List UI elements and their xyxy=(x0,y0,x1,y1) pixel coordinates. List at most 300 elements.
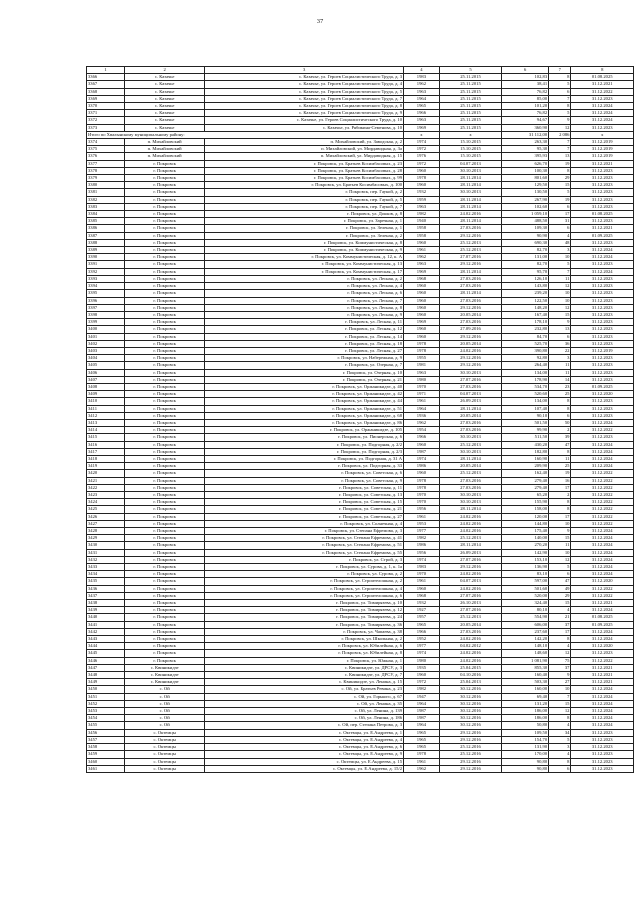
residents-cell: 8 xyxy=(549,398,571,405)
survey-date-cell: 20.05.2014 xyxy=(439,621,502,628)
build-year-cell: 1952 xyxy=(404,636,440,643)
area-cell: 148,20 xyxy=(502,304,549,311)
residents-cell: 25 xyxy=(549,391,571,398)
row-number-cell: 3447 xyxy=(87,664,125,671)
build-year-cell: 1963 xyxy=(404,369,440,376)
address-cell: г. Покровск, ул. Сурова, д. 1, к. 1а xyxy=(205,564,404,571)
settlement-cell: г. Покровск xyxy=(124,182,204,189)
settlement-cell: г. Покровск xyxy=(124,211,204,218)
residents-cell: 27 xyxy=(549,679,571,686)
table-row xyxy=(87,499,634,506)
area-cell: 154,70 xyxy=(502,736,549,743)
residents-cell: 8 xyxy=(549,758,571,765)
survey-date-cell: 04.07.2013 xyxy=(439,391,502,398)
residents-cell: 7 xyxy=(549,693,571,700)
row-number-cell: 3419 xyxy=(87,463,125,470)
build-year-cell: 1960 xyxy=(404,326,440,333)
table-row xyxy=(87,297,634,304)
settlement-cell: г. Покровск xyxy=(124,434,204,441)
build-year-cell: 1980 xyxy=(404,376,440,383)
resettlement-date-cell: 31.12.2024 xyxy=(571,693,634,700)
area-cell: 92,80 xyxy=(502,355,549,362)
settlement-cell: с. Ой xyxy=(124,686,204,693)
settlement-cell: г. Покровск xyxy=(124,578,204,585)
build-year-cell: 1965 xyxy=(404,621,440,628)
row-number-cell: 3377 xyxy=(87,160,125,167)
build-year-cell: 1982 xyxy=(404,211,440,218)
column-number: 2 xyxy=(124,67,204,74)
resettlement-date-cell: 31.12.2023 xyxy=(571,355,634,362)
survey-date-cell: 27.03.2016 xyxy=(439,484,502,491)
table-row xyxy=(87,333,634,340)
build-year-cell: 1960 xyxy=(404,672,440,679)
survey-date-cell: 28.11.2014 xyxy=(439,218,502,225)
row-number-cell: 3387 xyxy=(87,232,125,239)
survey-date-cell: 30.12.2016 xyxy=(439,700,502,707)
area-cell: 134,00 xyxy=(502,369,549,376)
address-cell: г. Покровск, ул. Школьная, д. 2 xyxy=(205,636,404,643)
address-cell: г. Покровск, ул. Заречная, д. 1 xyxy=(205,218,404,225)
build-year-cell: 1987 xyxy=(404,715,440,722)
table-row xyxy=(87,664,634,671)
table-row xyxy=(87,81,634,88)
build-year-cell: 1986 xyxy=(404,463,440,470)
address-cell: г. Покровск, ул. Советская, д. 15 xyxy=(205,499,404,506)
total-area: 31 112,00 xyxy=(502,131,549,138)
settlement-cell: с. Казачье xyxy=(124,95,204,102)
resettlement-date-cell: 31.12.2020 xyxy=(571,391,634,398)
address-cell: г. Покровск, ул. Строителошная, д. 2 xyxy=(205,578,404,585)
settlement-cell: г. Покровск xyxy=(124,247,204,254)
resettlement-date-cell: 31.12.2020 xyxy=(571,643,634,650)
residents-cell: 19 xyxy=(549,470,571,477)
area-cell: 270,20 xyxy=(502,542,549,549)
resettlement-date-cell: 31.12.2024 xyxy=(571,607,634,614)
build-year-cell: 1980 xyxy=(404,657,440,664)
survey-date-cell: 20.05.2014 xyxy=(439,311,502,318)
row-number-cell: 3409 xyxy=(87,391,125,398)
total-row xyxy=(87,131,634,138)
settlement-cell: с. Октемцы xyxy=(124,729,204,736)
settlement-cell: г. Покровск xyxy=(124,614,204,621)
area-cell: 160,90 xyxy=(502,455,549,462)
address-cell: с. Казачье, ул. Героев Социалистического Труда, д. 4 xyxy=(205,81,404,88)
row-number-cell: 3459 xyxy=(87,751,125,758)
table-row xyxy=(87,419,634,426)
survey-date-cell: 27.07.2016 xyxy=(439,254,502,261)
settlement-cell: г. Покровск xyxy=(124,283,204,290)
address-cell: г. Покровск, ул. Степана Ефремова, д. 51 xyxy=(205,542,404,549)
settlement-cell: г. Покровск xyxy=(124,398,204,405)
column-number: 7 xyxy=(549,67,571,74)
residents-cell: 5 xyxy=(549,81,571,88)
row-number-cell: 3434 xyxy=(87,571,125,578)
build-year-cell: 1974 xyxy=(404,650,440,657)
row-number-cell: 3385 xyxy=(87,218,125,225)
row-number-cell: 3411 xyxy=(87,405,125,412)
area-cell: 50,80 xyxy=(502,722,549,729)
row-number-cell: 3413 xyxy=(87,419,125,426)
area-cell: 109,30 xyxy=(502,225,549,232)
address-cell: с. Ой, ул. Ленина, д. 186 xyxy=(205,715,404,722)
survey-date-cell: 28.11.2014 xyxy=(439,196,502,203)
row-number-cell: 3382 xyxy=(87,196,125,203)
build-year-cell: 1964 xyxy=(404,700,440,707)
resettlement-date-cell: 31.12.2024 xyxy=(571,528,634,535)
survey-date-cell: 04.02.2012 xyxy=(439,643,502,650)
table-row xyxy=(87,74,634,81)
resettlement-date-cell: 01.09.2025 xyxy=(571,621,634,628)
settlement-cell: г. Покровск xyxy=(124,383,204,390)
settlement-cell: г. Покровск xyxy=(124,391,204,398)
build-year-cell: 1961 xyxy=(404,758,440,765)
residents-cell: 6 xyxy=(549,88,571,95)
area-cell: 503,30 xyxy=(502,679,549,686)
area-cell: 430,20 xyxy=(502,441,549,448)
address-cell: г. Покровск, ул. Оржаникидзе, д. 44 xyxy=(205,398,404,405)
resettlement-date-cell: 31.12.2023 xyxy=(571,290,634,297)
survey-date-cell: 29.12.2016 xyxy=(439,564,502,571)
area-cell: 100,30 xyxy=(502,167,549,174)
settlement-cell: г. Покровск xyxy=(124,441,204,448)
settlement-cell: п. Михайловский xyxy=(124,139,204,146)
build-year-cell: 1978 xyxy=(404,477,440,484)
row-number-cell: 3395 xyxy=(87,290,125,297)
address-cell: г. Покровск, ул. Солнечная, д. 4 xyxy=(205,520,404,527)
table-row xyxy=(87,614,634,621)
table-row xyxy=(87,621,634,628)
build-year-cell: 1970 xyxy=(404,383,440,390)
settlement-cell: с. Квиникидзе xyxy=(124,664,204,671)
residents-cell: 4 xyxy=(549,751,571,758)
row-number-cell: 3460 xyxy=(87,758,125,765)
resettlement-date-cell: 31.12.2019 xyxy=(571,153,634,160)
area-cell: 38,41 xyxy=(502,81,549,88)
table-row xyxy=(87,103,634,110)
settlement-cell: г. Покровск xyxy=(124,556,204,563)
residents-cell: 37 xyxy=(549,621,571,628)
build-year-cell: 1982 xyxy=(404,535,440,542)
resettlement-date-cell: 31.12.2023 xyxy=(571,729,634,736)
area-cell: 142,90 xyxy=(502,549,549,556)
residents-cell: 6 xyxy=(549,225,571,232)
row-number-cell: 3439 xyxy=(87,607,125,614)
table-row xyxy=(87,88,634,95)
row-number-cell: 3448 xyxy=(87,672,125,679)
address-cell: г. Покровск, ул. Братьев Косимбасовых, д. 100 xyxy=(205,182,404,189)
build-year-cell: 1981 xyxy=(404,362,440,369)
address-cell: г. Покровск, ул. Советская, д. 13 xyxy=(205,491,404,498)
table-row xyxy=(87,398,634,405)
area-cell: 263,30 xyxy=(502,139,549,146)
row-number-cell: 3438 xyxy=(87,600,125,607)
row-number-cell: 3391 xyxy=(87,261,125,268)
settlement-cell: г. Покровск xyxy=(124,160,204,167)
area-cell: 82,70 xyxy=(502,247,549,254)
table-row xyxy=(87,304,634,311)
address-cell: г. Покровск, ул. Оржаникидзе, д. 40 xyxy=(205,383,404,390)
row-number-cell: 3383 xyxy=(87,203,125,210)
residents-cell: 15 xyxy=(549,182,571,189)
row-number-cell: 3421 xyxy=(87,477,125,484)
settlement-cell: г. Покровск xyxy=(124,470,204,477)
settlement-cell: с. Казачье xyxy=(124,110,204,117)
settlement-cell: г. Покровск xyxy=(124,326,204,333)
build-year-cell: 1961 xyxy=(404,398,440,405)
survey-date-cell: 30.10.2013 xyxy=(439,167,502,174)
residents-cell: 21 xyxy=(549,614,571,621)
survey-date-cell: 25.12.2013 xyxy=(439,535,502,542)
build-year-cell: 1978 xyxy=(404,340,440,347)
survey-date-cell: 15.10.2015 xyxy=(439,146,502,153)
resettlement-date-cell: 31.12.2024 xyxy=(571,686,634,693)
address-cell: г. Покровск, ул. Советская, д. 27 xyxy=(205,513,404,520)
build-year-cell: 1957 xyxy=(404,614,440,621)
table-body xyxy=(87,67,634,773)
row-number-cell: 3451 xyxy=(87,693,125,700)
row-number-cell: 3379 xyxy=(87,175,125,182)
row-number-cell: 3410 xyxy=(87,398,125,405)
survey-date-cell: 29.12.2016 xyxy=(439,736,502,743)
resettlement-date-cell: 31.12.2023 xyxy=(571,182,634,189)
address-cell: г. Покровск, ул. Тимирязева, д. 10 xyxy=(205,600,404,607)
area-cell: 102,83 xyxy=(502,74,549,81)
address-cell: п. Михайловский, ул. Мирдавидная, д. 15 xyxy=(205,153,404,160)
survey-date-cell: 30.10.2013 xyxy=(439,491,502,498)
row-number-cell: 3372 xyxy=(87,117,125,124)
build-year-cell: 1963 xyxy=(404,203,440,210)
survey-date-cell: 24.02.2016 xyxy=(439,347,502,354)
area-cell: 134,00 xyxy=(502,398,549,405)
resettlement-date-cell: 31.12.2022 xyxy=(571,88,634,95)
row-number-cell: 3450 xyxy=(87,686,125,693)
survey-date-cell: 27.03.2016 xyxy=(439,297,502,304)
area-cell: 264,40 xyxy=(502,362,549,369)
survey-date-cell: 29.12.2016 xyxy=(439,758,502,765)
address-cell: г. Покровск, ул. Набережная, д. 9 xyxy=(205,355,404,362)
area-cell: 178,90 xyxy=(502,376,549,383)
table-row xyxy=(87,391,634,398)
area-cell: 95,30 xyxy=(502,146,549,153)
settlement-cell: г. Покровск xyxy=(124,419,204,426)
area-cell: 1 081,90 xyxy=(502,657,549,664)
resettlement-date-cell: 01.08.2025 xyxy=(571,74,634,81)
residents-cell: 3 xyxy=(549,355,571,362)
residents-cell: 10 xyxy=(549,520,571,527)
settlement-cell: г. Покровск xyxy=(124,520,204,527)
table-row xyxy=(87,564,634,571)
row-number-cell: 3446 xyxy=(87,657,125,664)
build-year-cell: 1947 xyxy=(404,693,440,700)
resettlement-date-cell: 31.12.2024 xyxy=(571,268,634,275)
residents-cell: 4 xyxy=(549,607,571,614)
address-cell: с. Ой, ул. Ленина, д. 35 xyxy=(205,700,404,707)
residents-cell: 8 xyxy=(549,74,571,81)
area-cell: 142,20 xyxy=(502,636,549,643)
row-number-cell: 3380 xyxy=(87,182,125,189)
build-year-cell: 1966 xyxy=(404,434,440,441)
survey-date-cell: 27.07.2016 xyxy=(439,592,502,599)
address-cell: г. Покровск, ул. Оржаникидзе, д. 86 xyxy=(205,419,404,426)
survey-date-cell: 25.12.2013 xyxy=(439,441,502,448)
survey-date-cell: 24.02.2016 xyxy=(439,211,502,218)
table-row xyxy=(87,700,634,707)
address-cell: п. Михайловский, ул. Мирдавидная, д. 3а xyxy=(205,146,404,153)
settlement-cell: с. Ой xyxy=(124,700,204,707)
address-cell: с. Октемцы, ул. Е.Андреева, д. 4 xyxy=(205,736,404,743)
settlement-cell: с. Октемцы xyxy=(124,758,204,765)
row-number-cell: 3392 xyxy=(87,268,125,275)
area-cell: 855,30 xyxy=(502,664,549,671)
settlement-cell: с. Октемцы xyxy=(124,744,204,751)
settlement-cell: с. Октемцы xyxy=(124,751,204,758)
table-row xyxy=(87,124,634,131)
column-number: 5 xyxy=(439,67,502,74)
settlement-cell: с. Ой xyxy=(124,693,204,700)
survey-date-cell: 04.10.2016 xyxy=(439,672,502,679)
address-cell: г. Покровск, ул. Лесная, д. 8 xyxy=(205,304,404,311)
address-cell: г. Покровск, ул. Пионерская, д. 6 xyxy=(205,434,404,441)
address-cell: г. Покровск, ул. Коммунистическая, д. 8 xyxy=(205,239,404,246)
survey-date-cell: 24.02.2016 xyxy=(439,528,502,535)
settlement-cell: г. Покровск xyxy=(124,484,204,491)
resettlement-date-cell: 31.12.2024 xyxy=(571,549,634,556)
resettlement-date-cell: 31.12.2021 xyxy=(571,672,634,679)
table-row xyxy=(87,175,634,182)
table-row xyxy=(87,585,634,592)
row-number-cell: 3443 xyxy=(87,636,125,643)
settlement-cell: г. Покровск xyxy=(124,189,204,196)
build-year-cell: 1978 xyxy=(404,484,440,491)
build-year-cell: 1974 xyxy=(404,139,440,146)
address-cell: с. Казачье, ул. Героев Социалистического Труда, д. 5 xyxy=(205,88,404,95)
address-cell: г. Покровск, ул. Лесная, д. 4 xyxy=(205,283,404,290)
resettlement-date-cell: 31.12.2023 xyxy=(571,398,634,405)
row-number-cell: 3397 xyxy=(87,304,125,311)
settlement-cell: с. Казачье xyxy=(124,88,204,95)
survey-date-cell: 26.10.2013 xyxy=(439,600,502,607)
row-number-cell: 3369 xyxy=(87,95,125,102)
settlement-cell: с. Казачье xyxy=(124,103,204,110)
settlement-cell: г. Покровск xyxy=(124,167,204,174)
settlement-cell: с. Казачье xyxy=(124,74,204,81)
column-number: 6 xyxy=(502,67,549,74)
build-year-cell: 1960 xyxy=(404,290,440,297)
settlement-cell: г. Покровск xyxy=(124,491,204,498)
address-cell: г. Покровск, ул. Степана Ефремова, д. 3 xyxy=(205,528,404,535)
table-row xyxy=(87,376,634,383)
table-row xyxy=(87,513,634,520)
table-row xyxy=(87,261,634,268)
residents-cell: 8 xyxy=(549,506,571,513)
survey-date-cell: 20.05.2014 xyxy=(439,412,502,419)
residents-cell: 31 xyxy=(549,218,571,225)
survey-date-cell: 27.09.2016 xyxy=(439,326,502,333)
row-number-cell: 3417 xyxy=(87,448,125,455)
settlement-cell: г. Покровск xyxy=(124,600,204,607)
table-row xyxy=(87,153,634,160)
residents-cell: 13 xyxy=(549,153,571,160)
survey-date-cell: 28.11.2014 xyxy=(439,290,502,297)
table-row xyxy=(87,196,634,203)
table-row xyxy=(87,628,634,635)
area-cell: 126,10 xyxy=(502,275,549,282)
build-year-cell: 1940 xyxy=(404,218,440,225)
area-cell: 153,10 xyxy=(502,556,549,563)
area-cell: 136,90 xyxy=(502,564,549,571)
row-number-cell: 3445 xyxy=(87,650,125,657)
row-number-cell: 3442 xyxy=(87,628,125,635)
resettlement-date-cell: 31.12.2023 xyxy=(571,751,634,758)
area-cell: 155,90 xyxy=(502,499,549,506)
resettlement-date-cell: 31.12.2024 xyxy=(571,117,634,124)
residents-cell: 5 xyxy=(549,110,571,117)
survey-date-cell: 04.07.2013 xyxy=(439,160,502,167)
address-cell: г. Покровск, ул. Коммунистическая, д. 12, к. А xyxy=(205,254,404,261)
row-number-cell: 3418 xyxy=(87,455,125,462)
residents-cell: 5 xyxy=(549,736,571,743)
resettlement-date-cell: 31.12.2020 xyxy=(571,578,634,585)
settlement-cell: с. Квиникидзе xyxy=(124,679,204,686)
residents-cell: 29 xyxy=(549,592,571,599)
resettlement-date-cell: 31.12.2023 xyxy=(571,95,634,102)
row-number-cell: 3390 xyxy=(87,254,125,261)
row-number-cell: 3398 xyxy=(87,311,125,318)
build-year-cell: 1978 xyxy=(404,175,440,182)
build-year-cell: 1962 xyxy=(404,765,440,772)
build-year-cell: 1932 xyxy=(404,600,440,607)
area-cell: 76,82 xyxy=(502,110,549,117)
build-year-cell: 1969 xyxy=(404,268,440,275)
settlement-cell: г. Покровск xyxy=(124,506,204,513)
area-cell: 90,80 xyxy=(502,765,549,772)
residents-cell: 11 xyxy=(549,542,571,549)
table-row xyxy=(87,117,634,124)
resettlement-date-cell: 31.12.2022 xyxy=(571,499,634,506)
residents-cell: 6 xyxy=(549,571,571,578)
build-year-cell: 1954 xyxy=(404,427,440,434)
settlement-cell: г. Покровск xyxy=(124,376,204,383)
survey-date-cell: 24.02.2016 xyxy=(439,520,502,527)
address-cell: с. Октемцы, ул. Е.Андреева, д. 9 xyxy=(205,751,404,758)
settlement-cell: г. Покровск xyxy=(124,607,204,614)
address-cell: с. Ой, ул. Ленина, д. 139 xyxy=(205,708,404,715)
build-year-cell: 1956 xyxy=(404,549,440,556)
table-row xyxy=(87,182,634,189)
residents-cell: 11 xyxy=(549,275,571,282)
address-cell: г. Покровск, ул. Лесная, д. 2 xyxy=(205,275,404,282)
table-row xyxy=(87,441,634,448)
resettlement-date-cell: 31.12.2023 xyxy=(571,175,634,182)
table-row xyxy=(87,758,634,765)
area-cell: 511,50 xyxy=(502,434,549,441)
build-year-cell: 1965 xyxy=(404,736,440,743)
residents-cell: 6 xyxy=(549,203,571,210)
build-year-cell: 1968 xyxy=(404,275,440,282)
build-year-cell: 1976 xyxy=(404,153,440,160)
row-number-cell: 3373 xyxy=(87,124,125,131)
residents-cell: 16 xyxy=(549,477,571,484)
settlement-cell: г. Покровск xyxy=(124,232,204,239)
survey-date-cell: 29.12.2016 xyxy=(439,232,502,239)
survey-date-cell: 30.12.2016 xyxy=(439,693,502,700)
residents-cell: 7 xyxy=(549,139,571,146)
row-number-cell: 3412 xyxy=(87,412,125,419)
survey-date-cell: 30.10.2013 xyxy=(439,189,502,196)
settlement-cell: г. Покровск xyxy=(124,311,204,318)
area-cell: 76,82 xyxy=(502,88,549,95)
build-year-cell: 1958 xyxy=(404,232,440,239)
